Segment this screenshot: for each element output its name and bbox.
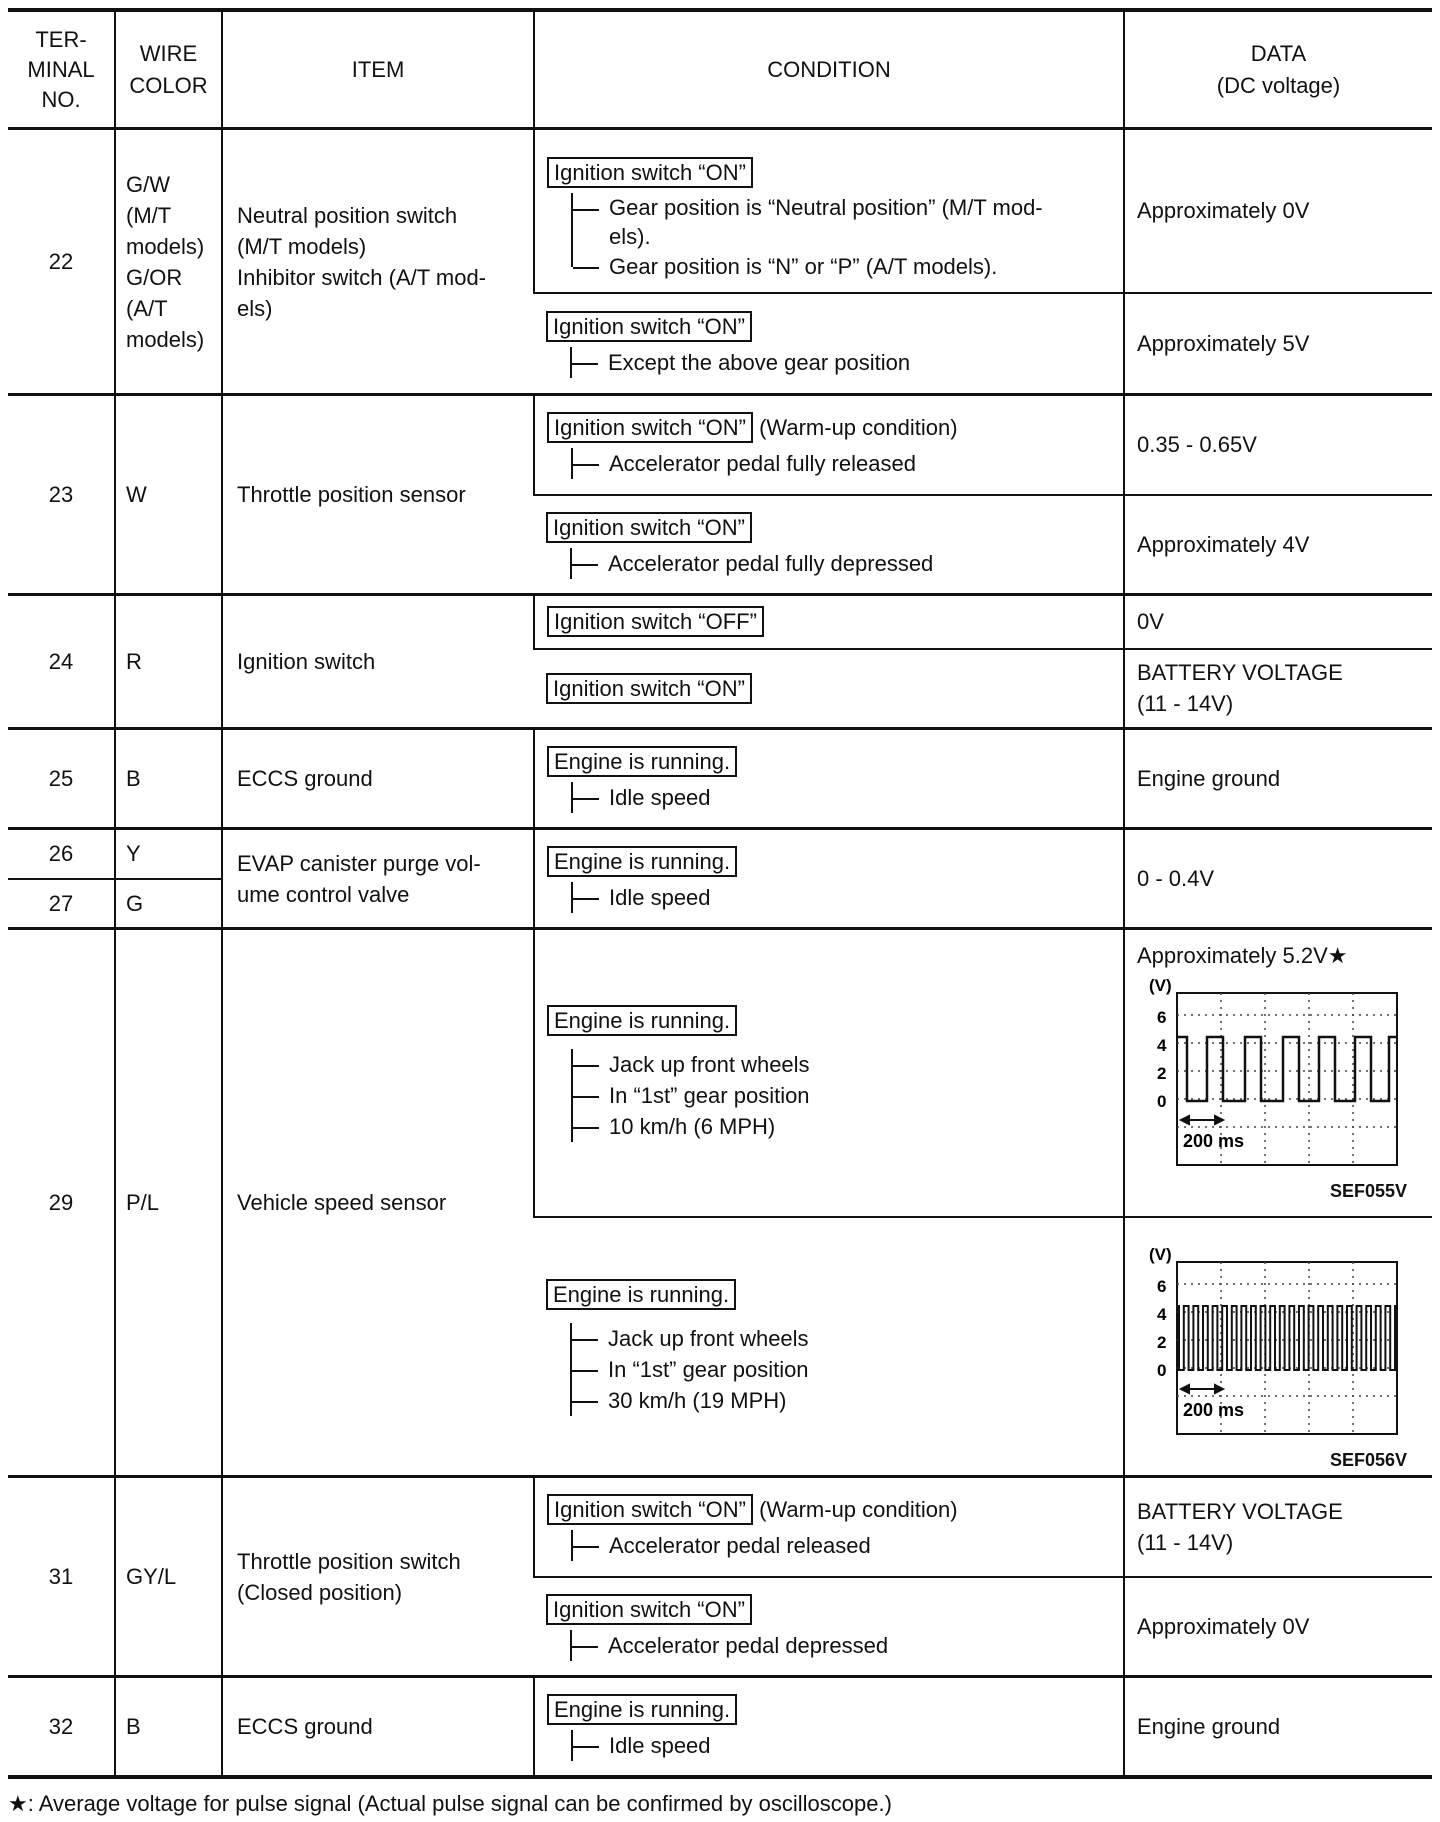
scope-ytick: 6 xyxy=(1157,1008,1167,1027)
condition-cell xyxy=(534,293,1124,395)
scope-ytick: 0 xyxy=(1157,1360,1167,1380)
condition-cell xyxy=(534,649,1124,729)
terminal-no: 27 xyxy=(48,890,74,916)
condition-box: Ignition switch “ON” xyxy=(546,311,752,342)
data-value: Approximately 0V xyxy=(1124,129,1432,293)
condition-step: Accelerator pedal depressed xyxy=(570,1630,1111,1661)
condition-note: (Warm-up condition) xyxy=(759,415,958,441)
scope-unit: (V) xyxy=(1149,1245,1172,1264)
condition-cell xyxy=(534,395,1124,495)
terminal-no: 25 xyxy=(48,766,74,791)
oscilloscope-waveform-10kmh xyxy=(1137,977,1407,1201)
wire-color: R xyxy=(115,595,222,729)
scope-timebase: 200 ms xyxy=(1183,1399,1245,1420)
scope-ytick: 6 xyxy=(1157,1276,1167,1296)
scope-ytick: 4 xyxy=(1157,1036,1167,1055)
data-value: Approximately 4V xyxy=(1124,495,1432,595)
data-value: 0 - 0.4V xyxy=(1124,829,1432,929)
table-row xyxy=(8,129,1432,293)
condition-note: (Warm-up condition) xyxy=(759,1497,958,1523)
pulse-signal-slow xyxy=(1177,1037,1397,1101)
condition-box: Engine is running. xyxy=(547,1005,737,1036)
scope-ytick: 4 xyxy=(1157,1304,1167,1324)
condition-cell xyxy=(534,1677,1124,1777)
scope-ytick: 2 xyxy=(1157,1064,1167,1083)
data-value: 0.35 - 0.65V xyxy=(1124,395,1432,495)
table-row xyxy=(8,929,1432,1217)
condition-box: Engine is running. xyxy=(547,846,737,877)
condition-box: Engine is running. xyxy=(547,746,737,777)
terminal-no: 32 xyxy=(48,1713,74,1739)
wire-color: P/L xyxy=(115,929,222,1477)
condition-cell xyxy=(534,829,1124,929)
condition-step: 10 km/h (6 MPH) xyxy=(571,1111,1111,1142)
data-value: BATTERY VOLTAGE (11 - 14V) xyxy=(1124,649,1432,729)
terminal-data-table xyxy=(8,8,1432,1779)
item-name: Neutral position switch (M/T models) Inhibitor switch (A/T mod- els) xyxy=(222,129,534,395)
condition-box: Ignition switch “ON” xyxy=(547,1494,753,1525)
terminal-no: 23 xyxy=(48,482,74,507)
scope-unit: (V) xyxy=(1149,977,1172,995)
terminal-no: 29 xyxy=(48,1190,74,1215)
figure-code: SEF055V xyxy=(1329,1181,1407,1201)
wire-color: G/W (M/T models) G/OR (A/T models) xyxy=(115,129,222,395)
condition-box: Engine is running. xyxy=(547,1694,737,1725)
terminal-no: 22 xyxy=(48,249,74,274)
item-name: Throttle position switch (Closed position) xyxy=(222,1477,534,1677)
condition-step: Jack up front wheels xyxy=(571,1049,1111,1080)
item-name: Throttle position sensor xyxy=(222,395,534,595)
data-value: Approximately 5V xyxy=(1124,293,1432,395)
data-value: Approximately 5.2V★ xyxy=(1137,943,1348,968)
item-name: Ignition switch xyxy=(222,595,534,729)
table-row xyxy=(8,829,1432,879)
condition-cell xyxy=(534,1217,1124,1477)
condition-step: Jack up front wheels xyxy=(570,1323,1111,1354)
condition-step: Except the above gear position xyxy=(570,347,1111,378)
condition-cell xyxy=(534,1577,1124,1677)
condition-cell xyxy=(534,729,1124,829)
condition-step: Accelerator pedal released xyxy=(571,1530,1111,1561)
footnote: ★: Average voltage for pulse signal (Actual pulse signal can be confirmed by oscilloscope.) xyxy=(8,1791,892,1816)
wire-color: B xyxy=(115,729,222,829)
header-item: ITEM xyxy=(222,10,534,129)
item-name: ECCS ground xyxy=(222,729,534,829)
condition-step: Idle speed xyxy=(571,882,1111,913)
header-wire-color: WIRE COLOR xyxy=(115,10,222,129)
condition-box: Ignition switch “OFF” xyxy=(547,606,764,637)
pulse-signal-fast xyxy=(1177,1306,1397,1370)
wire-color: B xyxy=(115,1677,222,1777)
condition-cell xyxy=(534,595,1124,649)
condition-step: In “1st” gear position xyxy=(570,1354,1111,1385)
table-row xyxy=(8,1677,1432,1777)
condition-step: Accelerator pedal fully released xyxy=(571,448,1111,479)
data-value: 0V xyxy=(1124,595,1432,649)
header-condition: CONDITION xyxy=(534,10,1124,129)
data-cell-scope xyxy=(1124,1217,1432,1477)
waveform-chart xyxy=(1137,1246,1407,1442)
condition-box: Engine is running. xyxy=(546,1279,736,1310)
data-cell-scope xyxy=(1124,929,1432,1217)
header-data: DATA (DC voltage) xyxy=(1124,10,1432,129)
figure-code: SEF056V xyxy=(1329,1449,1407,1470)
condition-step: Idle speed xyxy=(571,782,1111,813)
waveform-chart xyxy=(1137,977,1407,1173)
wire-color: W xyxy=(115,395,222,595)
terminal-data-table-sheet xyxy=(8,8,1432,1779)
scope-ytick: 0 xyxy=(1157,1092,1167,1111)
terminal-no: 24 xyxy=(48,649,74,674)
data-value: Engine ground xyxy=(1124,1677,1432,1777)
data-value: Approximately 0V xyxy=(1124,1577,1432,1677)
wire-color: G xyxy=(115,879,222,929)
condition-step: Gear position is “N” or “P” (A/T models). xyxy=(571,251,1111,267)
terminal-no: 26 xyxy=(48,841,74,867)
condition-cell xyxy=(534,129,1124,293)
condition-step: Accelerator pedal fully depressed xyxy=(570,548,1111,579)
item-name: ECCS ground xyxy=(222,1677,534,1777)
item-name: EVAP canister purge vol- ume control valve xyxy=(222,829,534,929)
data-value: BATTERY VOLTAGE (11 - 14V) xyxy=(1124,1477,1432,1577)
terminal-no: 31 xyxy=(48,1564,74,1589)
table-row xyxy=(8,595,1432,649)
table-row xyxy=(8,729,1432,829)
header-terminal-no: TER- MINAL NO. xyxy=(27,26,95,112)
table-row xyxy=(8,1477,1432,1577)
condition-box: Ignition switch “ON” xyxy=(546,673,752,704)
wire-color: GY/L xyxy=(115,1477,222,1677)
item-name: Vehicle speed sensor xyxy=(222,929,534,1477)
condition-step: Idle speed xyxy=(571,1730,1111,1761)
oscilloscope-waveform-30kmh xyxy=(1137,1246,1407,1470)
condition-cell xyxy=(534,495,1124,595)
condition-step: 30 km/h (19 MPH) xyxy=(570,1385,1111,1416)
condition-box: Ignition switch “ON” xyxy=(546,512,752,543)
scope-timebase: 200 ms xyxy=(1183,1131,1245,1151)
data-value: Engine ground xyxy=(1124,729,1432,829)
condition-box: Ignition switch “ON” xyxy=(547,412,753,443)
condition-box: Ignition switch “ON” xyxy=(547,157,753,188)
scope-ytick: 2 xyxy=(1157,1332,1167,1352)
condition-step: In “1st” gear position xyxy=(571,1080,1111,1111)
condition-cell xyxy=(534,1477,1124,1577)
wire-color: Y xyxy=(115,829,222,879)
condition-cell xyxy=(534,929,1124,1217)
condition-step: Gear position is “Neutral position” (M/T mod- els). xyxy=(571,193,1111,251)
table-row xyxy=(8,395,1432,495)
header-row xyxy=(8,10,1432,129)
condition-box: Ignition switch “ON” xyxy=(546,1594,752,1625)
